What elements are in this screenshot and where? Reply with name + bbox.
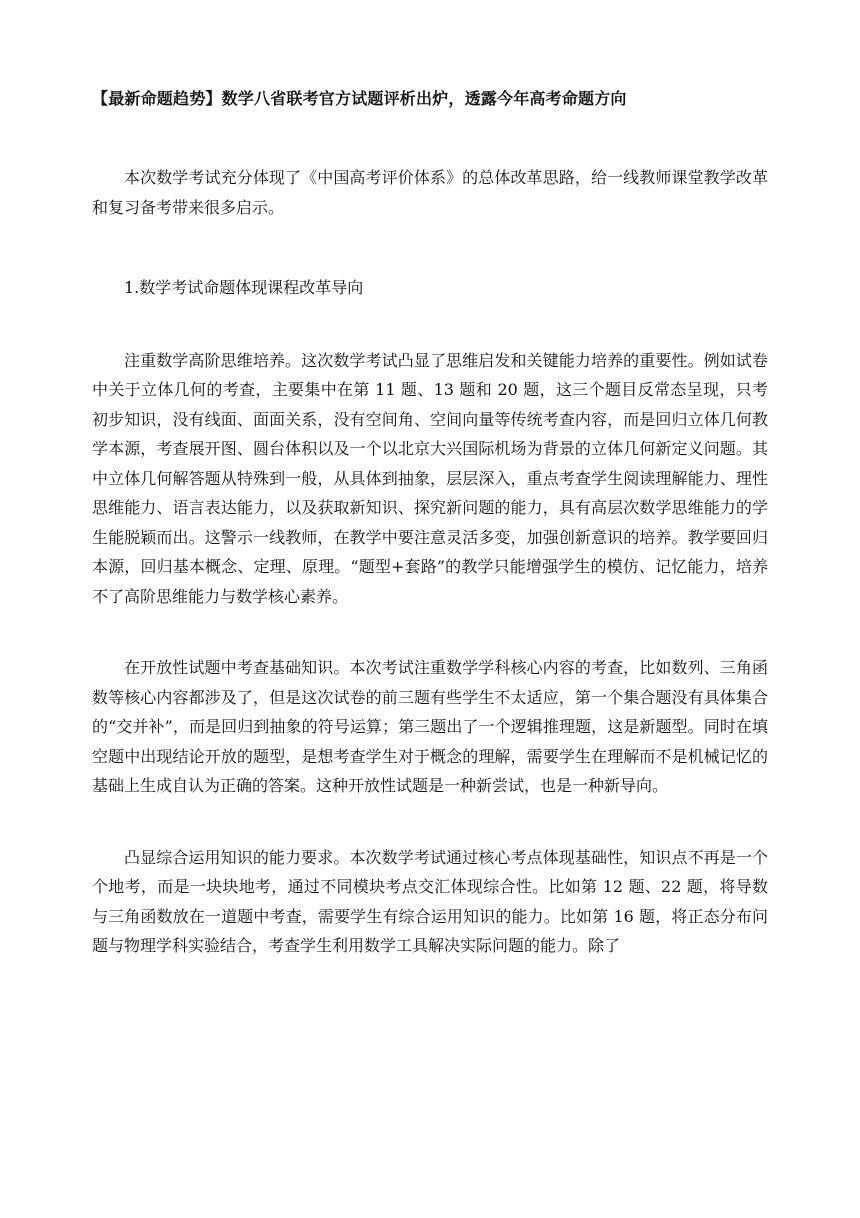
document-page: [92, 86, 768, 961]
section-heading: 1.数学考试命题体现课程改革导向: [124, 278, 364, 297]
paragraph-comprehensive-ability: 凸显综合运用知识的能力要求。本次数学考试通过核心考点体现基础性，知识点不再是一个个地考，而是一块块地考，通过不同模块考点交汇体现综合性。比如第 12 题、22 题，将导数与三角函数放在一道题中考查，需要学生有综合运用知识的能力。比如第 16 题，将正态分布问题与物理学科实验结合，考查学生利用数学工具解决实际问题的能力。除了: [92, 847, 768, 955]
paragraph-open-questions: 在开放性试题中考查基础知识。本次考试注重数学学科核心内容的考查，比如数列、三角函数等核心内容都涉及了，但是这次试卷的前三题有些学生不太适应，第一个集合题没有具体集合的“交并补”，而是回归到抽象的符号运算；第三题出了一个逻辑推理题，这是新题型。同时在填空题中出现结论开放的题型，是想考查学生对于概念的理解，需要学生在理解而不是机械记忆的基础上生成自认为正确的答案。这种开放性试题是一种新尝试，也是一种新导向。: [92, 658, 768, 795]
paragraph-higher-order-thinking: 注重数学高阶思维培养。这次数学考试凸显了思维启发和关键能力培养的重要性。例如试卷中关于立体几何的考查，主要集中在第 11 题、13 题和 20 题，这三个题目反常态呈现，只考初步知识，没有线面、面面关系，没有空间角、空间向量等传统考查内容，而是回归立体几何教学本源，考查展开图、圆台体积以及一个以北京大兴国际机场为背景的立体几何新定义问题。其中立体几何解答题从特殊到一般，从具体到抽象，层层深入，重点考查学生阅读理解能力、理性思维能力、语言表达能力，以及获取新知识、探究新问题的能力，具有高层次数学思维能力的学生能脱颖而出。这警示一线教师，在教学中要注意灵活多变，加强创新意识的培养。教学要回归本源，回归基本概念、定理、原理。“题型+套路”的教学只能增强学生的模仿、记忆能力，培养不了高阶思维能力与数学核心素养。: [92, 350, 768, 606]
document-title: 【最新命题趋势】数学八省联考官方试题评析出炉，透露今年高考命题方向: [92, 89, 627, 108]
intro-paragraph: 本次数学考试充分体现了《中国高考评价体系》的总体改革思路，给一线教师课堂教学改革和复习备考带来很多启示。: [92, 168, 768, 217]
